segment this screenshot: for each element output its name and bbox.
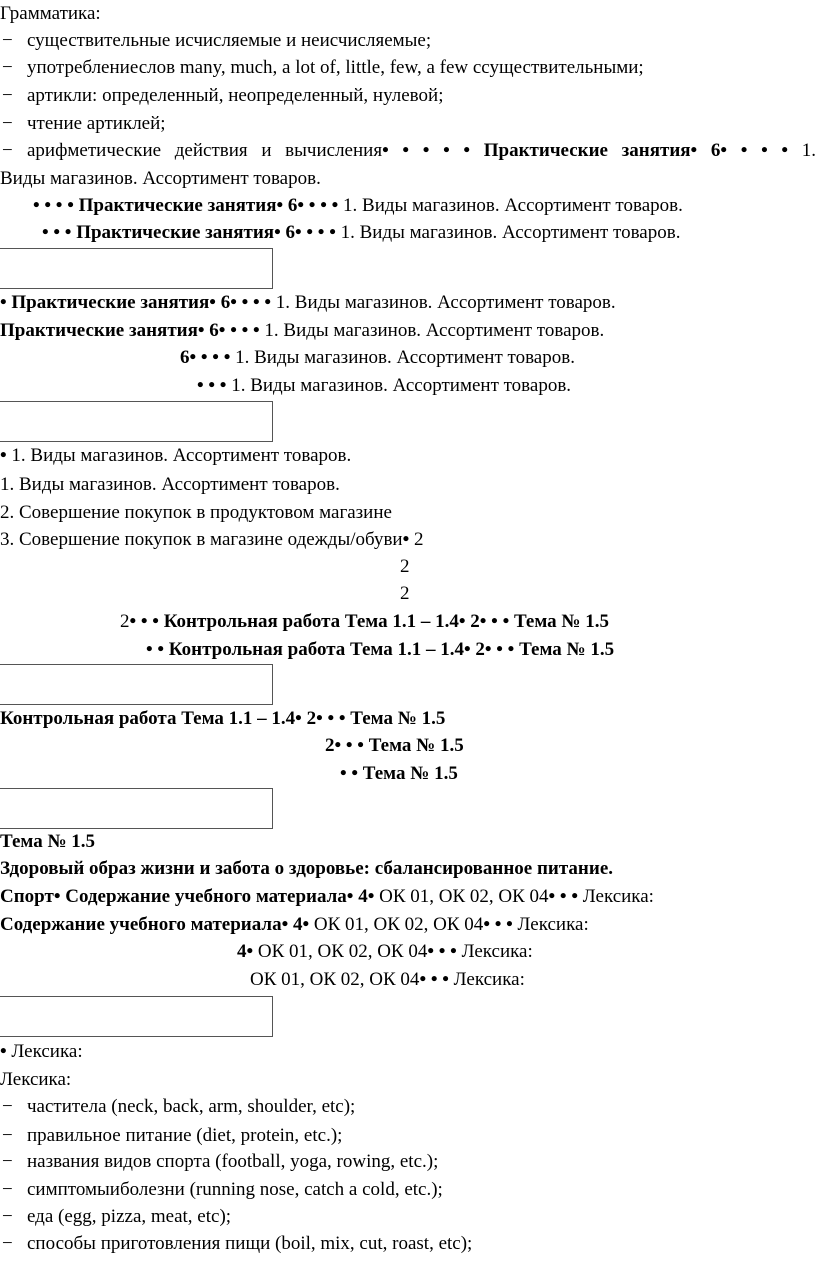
list-item xyxy=(27,1232,472,1256)
bold-text: • • • • • Практические занятия• 6• • • • xyxy=(382,140,789,161)
bold-text: • xyxy=(402,529,410,550)
list-dash: − xyxy=(2,85,13,106)
bold-text: 6• • • • xyxy=(180,347,231,368)
text: ОК 01, ОК 02, ОК 04 xyxy=(250,969,420,990)
text-line xyxy=(0,1068,71,1092)
bold-text: • • • xyxy=(419,969,449,990)
text: Лексика: xyxy=(448,969,525,990)
bold-text: • Практические занятия• 6• • • • xyxy=(0,292,272,313)
bold-text: 2• • • Тема № 1.5 xyxy=(325,735,464,756)
text-line xyxy=(0,2,101,26)
bold-text: 4• xyxy=(237,941,254,962)
bold-text: • • • xyxy=(548,886,578,907)
list-dash: − xyxy=(2,140,13,161)
text-line xyxy=(250,968,525,992)
list-item xyxy=(27,1124,342,1148)
list-dash: − xyxy=(2,1151,13,1172)
list-dash: − xyxy=(2,1096,13,1117)
text-line xyxy=(0,707,445,731)
text-line xyxy=(0,319,604,343)
text: 1. Виды магазинов. Ассортимент товаров. xyxy=(259,320,605,341)
text: 1. Виды магазинов. Ассортимент товаров. xyxy=(226,375,572,396)
text-line xyxy=(400,555,410,579)
list-dash: − xyxy=(2,57,13,78)
text-line xyxy=(120,610,609,634)
bold-text: • • • xyxy=(197,375,227,396)
bold-text: • • • Практические занятия• 6• • • • xyxy=(42,222,336,243)
text-line xyxy=(0,913,589,937)
list-dash: − xyxy=(2,30,13,51)
list-item xyxy=(27,1178,443,1202)
text-line xyxy=(0,830,95,854)
text: чтение артиклей; xyxy=(27,113,166,134)
list-dash: − xyxy=(2,1233,13,1254)
text-line xyxy=(0,444,351,468)
text-line xyxy=(197,374,571,398)
text: 2. Совершение покупок в продуктовом магазине xyxy=(0,502,392,523)
list-item xyxy=(27,112,166,136)
text: Лексика: xyxy=(0,1069,72,1090)
text-line xyxy=(180,346,575,370)
empty-frame xyxy=(0,996,273,1037)
empty-frame xyxy=(0,248,273,289)
text: 1. Виды магазинов. Ассортимент товаров. xyxy=(338,195,683,216)
bold-text: • • • xyxy=(483,914,513,935)
text-line xyxy=(33,194,683,218)
empty-frame xyxy=(0,401,273,442)
text: ОК 01, ОК 02, ОК 04 xyxy=(253,941,428,962)
text: правильное питание (diet, protein, etc.); xyxy=(27,1125,343,1146)
text-line xyxy=(237,940,533,964)
text: 1. Виды магазинов. Ассортимент товаров. xyxy=(271,292,616,313)
text: 1. Виды магазинов. Ассортимент товаров. xyxy=(230,347,575,368)
list-dash: − xyxy=(2,113,13,134)
text-line xyxy=(42,221,680,245)
list-item xyxy=(27,1150,438,1174)
text: Виды магазинов. Ассортимент товаров. xyxy=(0,168,321,189)
text: ОК 01, ОК 02, ОК 04 xyxy=(374,886,549,907)
text-line xyxy=(0,857,613,881)
bold-text: Спорт• Содержание учебного материала• 4• xyxy=(0,886,375,907)
list-item xyxy=(27,1205,231,1229)
text: 1. Виды магазинов. Ассортимент товаров. xyxy=(6,445,352,466)
text: употреблениеслов many, much, a lot of, little, few, a few ссуществительными; xyxy=(27,57,644,78)
text-line xyxy=(0,885,654,909)
empty-frame xyxy=(0,664,273,705)
text: еда (egg, pizza, meat, etc); xyxy=(27,1206,232,1227)
bold-text: Практические занятия• 6• • • • xyxy=(0,320,260,341)
bold-text: • • • xyxy=(427,941,457,962)
list-dash: − xyxy=(2,1179,13,1200)
text: 1. xyxy=(788,140,816,161)
text: частитела (neck, back, arm, shoulder, etc); xyxy=(27,1096,356,1117)
list-item xyxy=(27,29,431,53)
bold-text: • • • • Практические занятия• 6• • • • xyxy=(33,195,339,216)
text: Лексика: xyxy=(512,914,589,935)
text-line xyxy=(0,1040,83,1064)
list-dash: − xyxy=(2,1206,13,1227)
text: 3. Совершение покупок в магазине одежды/обуви xyxy=(0,529,403,550)
text: ОК 01, ОК 02, ОК 04 xyxy=(309,914,484,935)
bold-text: • xyxy=(0,445,7,466)
text: Лексика: xyxy=(578,886,654,907)
text: 2 xyxy=(409,529,424,550)
text: 2 xyxy=(120,611,130,632)
text-line xyxy=(325,734,464,758)
text-line xyxy=(0,501,392,525)
list-item xyxy=(27,139,816,163)
text: симптомыиболезни (running nose, catch a cold, etc.); xyxy=(27,1179,443,1200)
text: Лексика: xyxy=(6,1041,83,1062)
text: арифметические действия и вычисления xyxy=(27,140,383,161)
bold-text: Тема № 1.5 xyxy=(0,831,96,852)
bold-text: Содержание учебного материала• 4• xyxy=(0,914,310,935)
text: Грамматика: xyxy=(0,3,101,24)
text: названия видов спорта (football, yoga, rowing, etc.); xyxy=(27,1151,439,1172)
text: способы приготовления пищи (boil, mix, cut, roast, etc); xyxy=(27,1233,473,1254)
list-dash: − xyxy=(2,1125,13,1146)
text-line xyxy=(0,291,616,315)
bold-text: Здоровый образ жизни и забота о здоровье: сбалансированное питание. xyxy=(0,858,614,879)
list-item xyxy=(27,84,443,108)
text-line xyxy=(0,167,321,191)
bold-text: • • Контрольная работа Тема 1.1 – 1.4• 2• • • Тема № 1.5 xyxy=(146,639,615,660)
empty-frame xyxy=(0,788,273,829)
text: Лексика: xyxy=(456,941,533,962)
bold-text: Контрольная работа Тема 1.1 – 1.4• 2• • • Тема № 1.5 xyxy=(0,708,446,729)
text: существительные исчисляемые и неисчисляемые; xyxy=(27,30,432,51)
text: 1. Виды магазинов. Ассортимент товаров. xyxy=(335,222,681,243)
text-line xyxy=(400,582,410,606)
list-item xyxy=(27,56,644,80)
text-line xyxy=(0,528,424,552)
bold-text: • • Тема № 1.5 xyxy=(340,763,458,784)
bold-text: • xyxy=(0,1041,7,1062)
text-line xyxy=(0,473,340,497)
text-line xyxy=(146,638,614,662)
text: 2 xyxy=(400,583,410,604)
list-item xyxy=(27,1095,355,1119)
text: артикли: определенный, неопределенный, нулевой; xyxy=(27,85,444,106)
text-line xyxy=(340,762,458,786)
text: 1. Виды магазинов. Ассортимент товаров. xyxy=(0,474,340,495)
bold-text: • • • Контрольная работа Тема 1.1 – 1.4• 2• • • Тема № 1.5 xyxy=(129,611,610,632)
text: 2 xyxy=(400,556,410,577)
